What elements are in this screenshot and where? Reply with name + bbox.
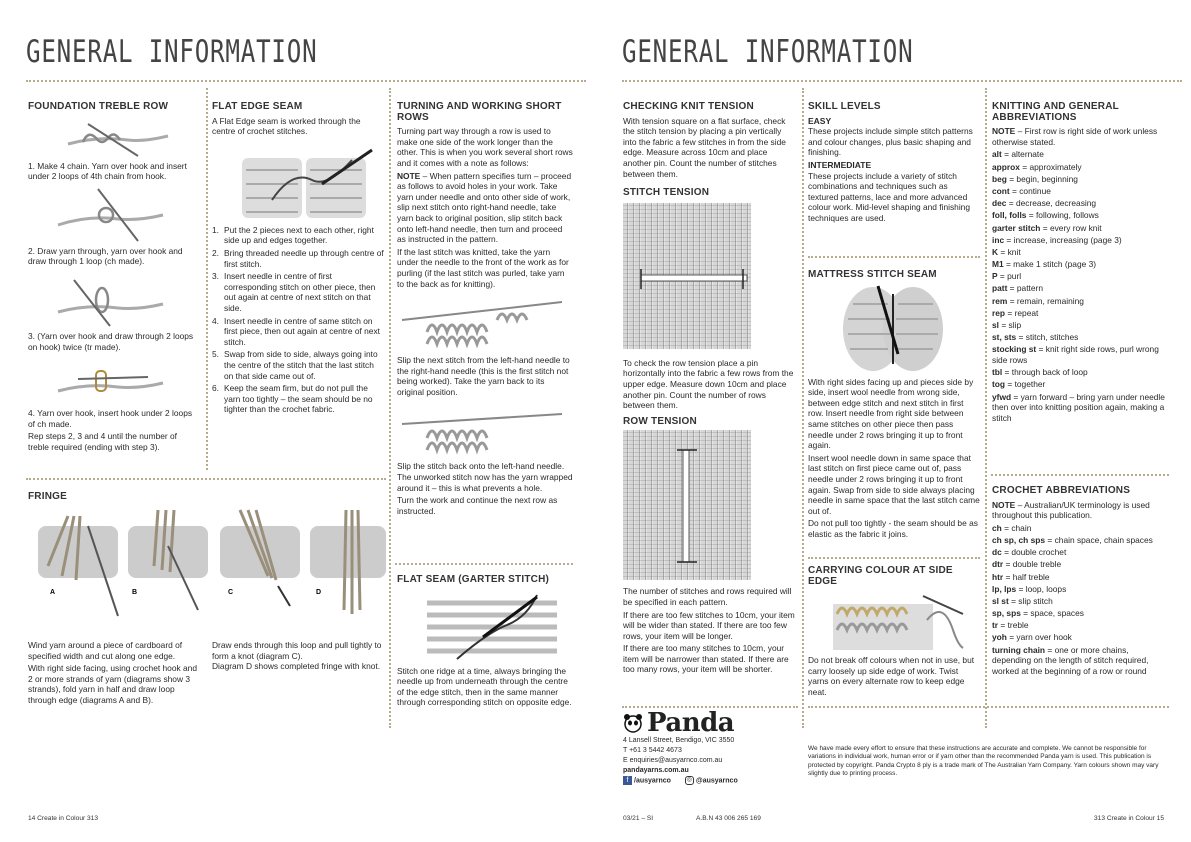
brand-logo: Panda — [647, 707, 735, 738]
abbreviation-item — [992, 523, 1170, 534]
abbreviation-item — [992, 320, 1170, 331]
abbreviation-term: yfwd — [992, 391, 1012, 402]
abbreviation-item — [992, 223, 1170, 234]
abbreviation-meaning: = stitch, stitches — [1016, 332, 1079, 343]
fringe-label-c: C — [228, 588, 234, 596]
stitch-tension-swatch — [623, 203, 751, 349]
abbreviation-meaning: = together — [1005, 379, 1046, 390]
skill-section — [808, 102, 980, 226]
abbreviation-term: sp, sps — [992, 608, 1021, 619]
abbreviation-item — [992, 149, 1170, 160]
section-divider — [395, 563, 573, 565]
abbreviation-item — [992, 210, 1170, 221]
abbreviation-item — [992, 367, 1170, 378]
abbreviation-item — [992, 535, 1170, 546]
section-heading: SKILL LEVELS — [808, 101, 881, 112]
abbreviation-term: dtr — [992, 559, 1004, 570]
body-text: Wind yarn around a piece of cardboard of specified width and cut along one edge. — [28, 640, 183, 661]
skill-easy-label: EASY — [808, 115, 832, 126]
section-divider — [26, 478, 386, 480]
body-text: Stitch one ridge at a time, always bringing the needle up from underneath through the centre of the edge stitch, then in the same manner through corresponding stitch on opposite edge. — [397, 665, 572, 708]
title-divider — [26, 80, 586, 82]
repeat-text: Rep steps 2, 3 and 4 until the number of treble required (ending with step 3). — [28, 431, 177, 452]
carrying-section — [808, 566, 980, 700]
column-divider — [206, 88, 208, 470]
abbreviation-term: K — [992, 246, 999, 257]
section-heading: CARRYING COLOUR AT SIDE EDGE — [808, 565, 953, 587]
abbreviation-meaning: = double treble — [1003, 559, 1062, 570]
left-page — [0, 0, 595, 842]
section-heading: FLAT EDGE SEAM — [212, 101, 303, 112]
step-text: 4. Yarn over hook, insert hook under 2 loops of ch made. — [28, 408, 193, 429]
abbreviation-item — [992, 235, 1170, 246]
crochet-hook-diagram — [28, 355, 178, 405]
crochet-hook-diagram — [28, 270, 178, 328]
abbreviation-item — [992, 584, 1170, 595]
abbreviation-item — [992, 296, 1170, 307]
note-text: NOTE – When pattern specifies turn – proceed as follows to avoid holes in your work. Take yarn under needle and onto other side of work, slip next stitch onto right-hand needle, take yarn back to original position, slip stitch back onto left-hand needle, then turn and proceed as instructed in the pattern. — [397, 170, 572, 245]
abbreviation-item — [992, 174, 1170, 185]
knit-tension-section — [623, 102, 797, 677]
fringe-diagrams — [28, 506, 388, 618]
body-text: Slip the stitch back onto the left-hand needle. The unworked stitch now has the yarn wrapped around it – this is what prevents a hole. — [397, 461, 573, 493]
abbreviation-item — [992, 344, 1170, 365]
abbreviation-term: tog — [992, 379, 1006, 390]
abbreviation-meaning: = slip stitch — [1008, 595, 1053, 606]
body-text: Turn the work and continue the next row as instructed. — [397, 495, 558, 516]
abbreviation-item — [992, 620, 1170, 631]
list-item: 2. Bring threaded needle up through centre of first stitch. — [212, 247, 384, 269]
abbreviation-item — [992, 608, 1170, 619]
crochet-hook-diagram — [28, 116, 178, 158]
abbreviation-term: dc — [992, 547, 1002, 558]
intro-text: A Flat Edge seam is worked through the centre of crochet stitches. — [212, 115, 361, 137]
section-heading: TURNING AND WORKING SHORT ROWS — [397, 101, 562, 123]
step-text: 1. Make 4 chain. Yarn over hook and insert under 2 loops of 4th chain from hook. — [28, 160, 187, 182]
body-text: If there are too many stitches to 10cm, your item will be narrower than stated. If there are too many rows, your item will be shorter. — [623, 643, 789, 675]
list-item: 3. Insert needle in centre of first corresponding stitch on other piece, then out again at centre of next stitch on that side. — [212, 271, 376, 313]
abbreviation-meaning: = decrease, decreasing — [1006, 198, 1097, 209]
body-text: With right sides facing up and pieces side by side, insert wool needle from wrong side, between edge stitch and next stitch in first row. Insert needle from right side between same stitches on other piece then pass needle under 2 rows bringing it up to front again. — [808, 376, 974, 451]
abbreviation-item — [992, 572, 1170, 583]
abbreviation-meaning: = slip — [999, 320, 1022, 330]
flat-seam-section — [397, 575, 573, 710]
section-heading: FLAT SEAM (GARTER STITCH) — [397, 574, 550, 585]
abbreviation-meaning: = approximately — [1019, 161, 1082, 172]
list-item: 1. Put the 2 pieces next to each other, right side up and edges together. — [212, 224, 374, 246]
column-divider — [802, 88, 804, 728]
abbreviation-item — [992, 162, 1170, 173]
abbreviation-meaning: = loop, loops — [1016, 583, 1067, 594]
abbreviation-term: st, sts — [992, 332, 1017, 343]
brand-website[interactable]: pandayarns.com.au — [623, 767, 689, 774]
brand-block — [623, 707, 797, 786]
abbreviation-meaning: = repeat — [1005, 307, 1039, 318]
body-text: If the last stitch was knitted, take the yarn under the needle to the front of the work as for purling (if the last stitch was purled, take yarn to the back as for knitting). — [397, 246, 569, 289]
abbreviation-term: stocking st — [992, 344, 1037, 355]
mattress-section — [808, 270, 980, 542]
brand-email[interactable]: E enquiries@ausyarnco.com.au — [623, 757, 723, 764]
page-title: GENERAL INFORMATION — [26, 34, 318, 70]
list-item: 6. Keep the seam firm, but do not pull the yarn too tightly – the seam should be no tighter than the crochet fabric. — [212, 383, 373, 415]
instagram-link[interactable]: @ausyarnco — [695, 777, 738, 785]
abbreviation-list — [992, 149, 1170, 423]
footer-abn: A.B.N 43 006 265 169 — [696, 815, 761, 822]
fringe-label-b: B — [132, 588, 138, 596]
brand-address: 4 Lansell Street, Bendigo, VIC 3550 — [623, 737, 735, 744]
abbreviation-item — [992, 247, 1170, 258]
body-text: With right side facing, using crochet hook and 2 or more strands of yarn (diagrams show 3 strands), fold yarn in half and draw loop through edge (diagrams A and B). — [28, 663, 197, 705]
body-text: Diagram D shows completed fringe with knot. — [212, 661, 381, 672]
crochet-abbreviations — [992, 486, 1170, 678]
panda-logo-icon — [623, 712, 643, 734]
right-page — [596, 0, 1191, 842]
body-text: The number of stitches and rows required will be specified in each pattern. — [623, 586, 792, 607]
abbreviation-meaning: = pattern — [1007, 283, 1043, 294]
abbreviation-term: sl st — [992, 595, 1009, 606]
abbreviation-term: dec — [992, 198, 1007, 209]
facebook-link[interactable]: /ausyarnco — [634, 777, 671, 785]
abbreviation-meaning: = make 1 stitch (page 3) — [1003, 259, 1097, 270]
pin-marker-icon — [623, 430, 751, 580]
abbreviation-meaning: = continue — [1009, 185, 1051, 196]
carrying-colour-diagram — [823, 590, 973, 652]
abbreviation-term: foll, folls — [992, 210, 1027, 221]
page-title: GENERAL INFORMATION — [622, 34, 914, 70]
body-text: Do not break off colours when not in use, but carry loosely up side edge of work. Twist yarns on every alternate row to keep edge neat. — [808, 655, 975, 697]
abbreviation-item — [992, 596, 1170, 607]
abbreviation-item — [992, 308, 1170, 319]
section-divider — [808, 256, 980, 258]
abbreviation-meaning: = chain space, chain spaces — [1045, 534, 1153, 545]
mattress-stitch-diagram — [818, 284, 968, 374]
abbreviation-item — [992, 645, 1170, 677]
abbreviation-item — [992, 259, 1170, 270]
abbreviation-meaning: = double crochet — [1001, 547, 1067, 558]
fringe-text-right — [212, 640, 384, 674]
abbreviation-term: garter stitch — [992, 222, 1041, 233]
abbreviation-term: alt — [992, 149, 1002, 160]
abbreviation-meaning: = alternate — [1001, 149, 1044, 160]
short-row-diagram — [397, 292, 567, 352]
fringe-label-a: A — [50, 588, 56, 596]
short-rows-section — [397, 102, 573, 518]
abbreviation-meaning: = yarn over hook — [1006, 632, 1072, 643]
abbreviation-list — [992, 523, 1170, 677]
note-text: NOTE – Australian/UK terminology is used throughout this publication. — [992, 499, 1150, 521]
disclaimer: We have made every effort to ensure that these instructions are accurate and complete. We cannot be responsible for variations in individual work, human error or if yarn other than the recommended Panda yarn is used. This publication is protected by copyright. Panda Crypto 8 ply is a trade mark of The Australian Yarn Company. Yarn colours shown may vary slightly due to printing process. — [808, 745, 1159, 778]
abbreviation-term: patt — [992, 283, 1008, 294]
abbreviation-meaning: = half treble — [1003, 571, 1050, 582]
column-divider — [389, 88, 391, 728]
instagram-icon: ◎ — [686, 777, 692, 783]
body-text: Draw ends through this loop and pull tightly to form a knot (diagram C). — [212, 640, 382, 661]
body-text: To check the row tension place a pin horizontally into the fabric a few rows from the upper edge. Measure down 10cm and place another pin. Count the number of rows between them. — [623, 357, 794, 411]
skill-intermediate-label: INTERMEDIATE — [808, 159, 872, 170]
abbreviation-term: ch sp, ch sps — [992, 534, 1046, 545]
abbreviation-item — [992, 283, 1170, 294]
brand-phone: T +61 3 5442 4673 — [623, 747, 682, 754]
body-text: Slip the next stitch from the left-hand needle to the right-hand needle (this is the first stitch not being worked). Take the yarn back to its original position. — [397, 355, 570, 397]
section-heading: CROCHET ABBREVIATIONS — [992, 485, 1131, 496]
abbreviation-term: rep — [992, 307, 1006, 318]
row-tension-swatch — [623, 430, 751, 580]
flat-edge-section — [212, 102, 384, 417]
body-text: Turning part way through a row is used to make one side of the work longer than the other. This is when you work several short rows and it comes with a note as follows: — [397, 126, 573, 168]
abbreviation-meaning: = remain, remaining — [1007, 295, 1084, 306]
page-footer: 14 Create in Colour 313 — [28, 815, 99, 822]
body-text: Do not pull too tightly - the seam should be as elastic as the fabric it joins. — [808, 518, 978, 539]
title-divider — [622, 80, 1182, 82]
fringe-text-left — [28, 640, 200, 708]
abbreviation-item — [992, 559, 1170, 570]
body-text: These projects include a variety of stitch combinations and techniques such as textured patterns, lace and more advanced colour work. Mid-level shaping and finishing techniques are used. — [808, 170, 970, 223]
step-text: 2. Draw yarn through, yarn over hook and draw through 1 loop (ch made). — [28, 245, 183, 267]
abbreviation-item — [992, 392, 1170, 424]
abbreviation-item — [992, 271, 1170, 282]
list-item: 4. Insert needle in centre of same stitch on first piece, then out again at centre of next stitch. — [212, 315, 380, 347]
page-footer: 313 Create in Colour 15 — [1094, 815, 1165, 822]
abbreviation-term: ch — [992, 522, 1002, 533]
abbreviation-term: cont — [992, 185, 1010, 196]
abbreviation-meaning: = increase, increasing (page 3) — [1004, 234, 1122, 245]
section-divider — [808, 706, 1169, 708]
foundation-section — [28, 102, 200, 455]
section-heading: FRINGE — [28, 491, 67, 502]
abbreviation-meaning: = every row knit — [1040, 222, 1102, 233]
footer-code: 03/21 – SI — [623, 815, 654, 822]
abbreviation-term: P — [992, 271, 998, 282]
section-divider — [808, 557, 980, 559]
abbreviation-term: approx — [992, 161, 1020, 172]
note-text: NOTE – First row is right side of work unless otherwise stated. — [992, 126, 1158, 147]
abbreviation-term: rem — [992, 295, 1008, 306]
fringe-label-d: D — [316, 588, 322, 596]
section-heading: CHECKING KNIT TENSION — [623, 101, 754, 112]
abbreviation-item — [992, 632, 1170, 643]
abbreviation-term: tbl — [992, 367, 1003, 378]
abbreviation-meaning: = space, spaces — [1020, 608, 1084, 619]
steps-list — [212, 225, 384, 415]
abbreviation-meaning: = chain — [1001, 522, 1032, 533]
abbreviation-term: turning chain — [992, 644, 1046, 655]
flat-seam-diagram — [417, 589, 567, 663]
body-text: If there are too few stitches to 10cm, your item will be wider than stated. If there are too few rows, your item will be longer. — [623, 609, 795, 641]
body-text: Insert wool needle down in same space that last stitch on first piece came out of, pass needle under 2 rows bringing it up to front again. Swap from side to side always placing needle in same space that the last stitch came out of. — [808, 452, 980, 516]
abbreviation-item — [992, 547, 1170, 558]
abbreviation-meaning: = knit right side rows, purl wrong side rows — [992, 344, 1159, 365]
abbreviation-meaning: = knit — [998, 246, 1021, 257]
section-heading: KNITTING AND GENERAL ABBREVIATIONS — [992, 101, 1119, 123]
section-heading: ROW TENSION — [623, 415, 697, 427]
body-text: With tension square on a flat surface, check the stitch tension by placing a pin vertically into the fabric a few stitches in from the side edge. Measure across 10cm and place another pin. Count the number of stitches between them. — [623, 115, 786, 179]
abbreviation-meaning: = treble — [998, 620, 1029, 631]
fringe-section — [28, 492, 388, 621]
pin-marker-icon — [623, 203, 751, 349]
abbreviation-item — [992, 332, 1170, 343]
abbreviation-term: beg — [992, 173, 1007, 184]
abbreviation-item — [992, 379, 1170, 390]
step-text: 3. (Yarn over hook and draw through 2 loops on hook) twice (tr made). — [28, 330, 194, 352]
abbreviation-meaning: = yarn forward – bring yarn under needle then over into knitting position again, making a stitch — [992, 391, 1165, 423]
abbreviation-term: yoh — [992, 632, 1007, 643]
list-item: 5. Swap from side to side, always going into the centre of the stitch that the last stitch on that side came out of. — [212, 349, 378, 381]
facebook-icon: f — [623, 776, 632, 785]
abbreviation-item — [992, 198, 1170, 209]
abbreviation-meaning: = following, follows — [1026, 210, 1099, 221]
section-divider — [991, 474, 1169, 476]
column-divider — [985, 88, 987, 728]
abbreviation-meaning: = through back of loop — [1002, 367, 1088, 378]
abbreviation-meaning: = one or more chains, depending on the length of stitch required, worked at the beginning of a row or round — [992, 644, 1149, 676]
body-text: These projects include simple stitch patterns and colour changes, plus basic shaping and finishing. — [808, 126, 973, 158]
abbreviation-term: sl — [992, 320, 999, 330]
short-row-diagram — [397, 400, 567, 458]
flat-edge-seam-diagram — [232, 140, 382, 222]
abbreviation-term: inc — [992, 234, 1005, 245]
abbreviation-meaning: = begin, beginning — [1006, 173, 1078, 184]
section-heading: MATTRESS STITCH SEAM — [808, 269, 937, 280]
abbreviation-term: M1 — [992, 259, 1004, 270]
abbreviation-item — [992, 186, 1170, 197]
knitting-abbreviations — [992, 102, 1170, 425]
abbreviation-term: tr — [992, 620, 999, 631]
abbreviation-meaning: = purl — [997, 271, 1022, 282]
crochet-hook-diagram — [28, 185, 178, 243]
section-heading: STITCH TENSION — [623, 187, 710, 199]
abbreviation-term: lp, lps — [992, 583, 1017, 594]
section-heading: FOUNDATION TREBLE ROW — [28, 101, 169, 112]
abbreviation-term: htr — [992, 571, 1004, 582]
